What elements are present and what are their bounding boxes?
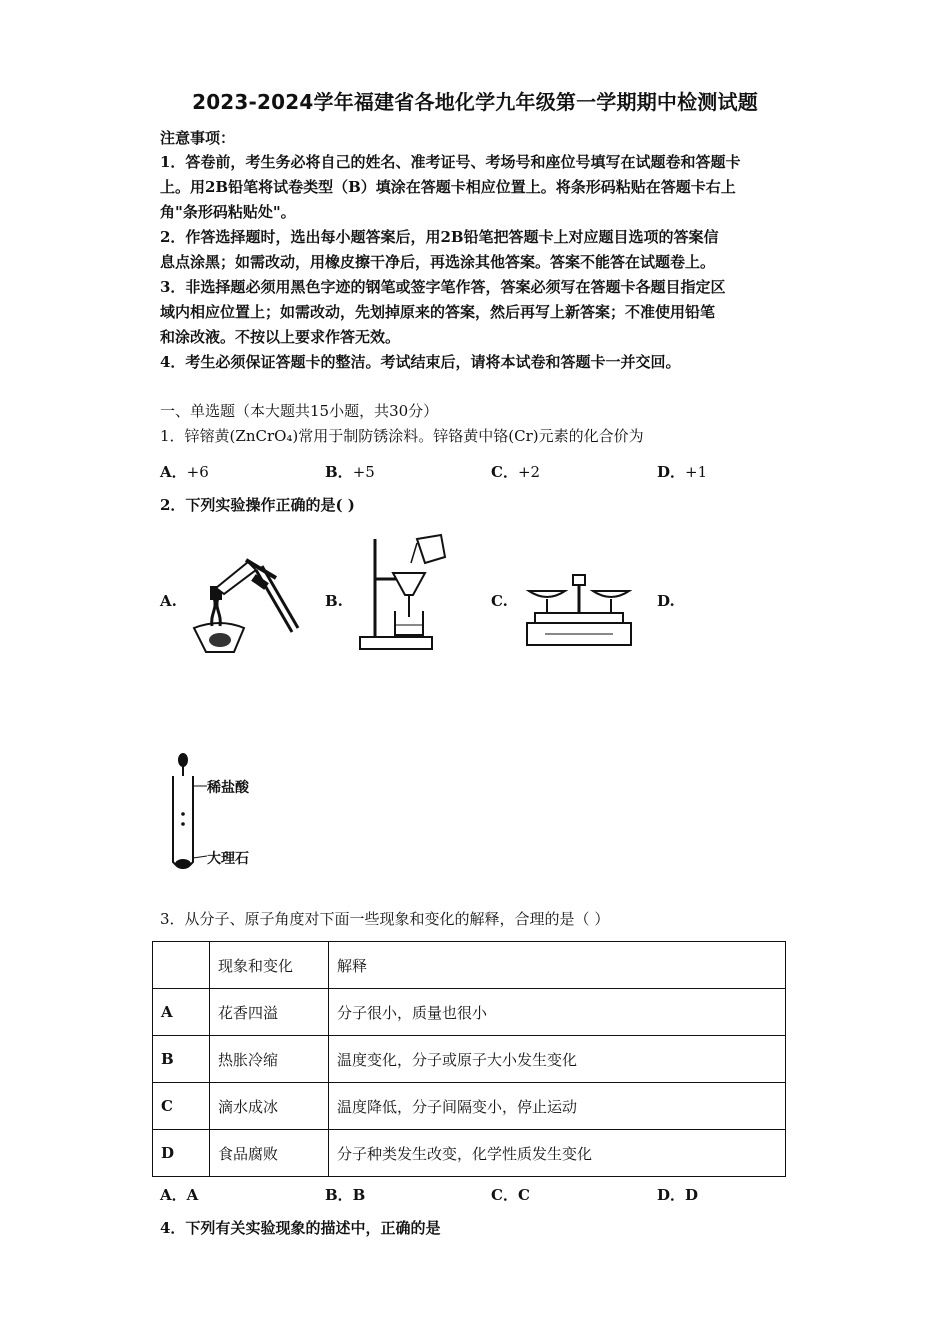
test-tube-figure	[163, 752, 209, 876]
notice-line: 域内相应位置上；如需改动，先划掉原来的答案，然后再写上新答案；不准使用铅笔	[160, 303, 716, 321]
filtration-figure	[355, 533, 455, 653]
q2-label-b: B.	[325, 592, 343, 610]
q1-option-c: C．+2	[491, 463, 541, 481]
notice-line: 息点涂黑；如需改动，用橡皮擦干净后，再选涂其他答案。答案不能答在试题卷上。	[160, 253, 716, 271]
q3-option-a: A．A	[160, 1186, 199, 1204]
q3-option-d: D．D	[657, 1186, 699, 1204]
notice-heading: 注意事项：	[160, 129, 236, 147]
table-cell: A	[153, 989, 210, 1036]
q3-option-b: B．B	[325, 1186, 366, 1204]
notice-line: 上。用2B铅笔将试卷类型（B）填涂在答题卡相应位置上。将条形码粘贴在答题卡右上	[160, 178, 736, 196]
table-cell: 温度降低，分子间隔变小，停止运动	[329, 1083, 786, 1130]
notice-line: 2．作答选择题时，选出每小题答案后，用2B铅笔把答题卡上对应题目选项的答案信	[160, 228, 719, 246]
q3-option-c: C．C	[491, 1186, 530, 1204]
q1-stem: 1．锌镕黄(ZnCrO₄)常用于制防锈涂料。锌铬黄中铬(Cr)元素的化合价为	[160, 427, 644, 445]
q1-option-b: B．+5	[325, 463, 375, 481]
q2-stem: 2．下列实验操作正确的是( )	[160, 496, 355, 514]
table-cell: 花香四溢	[210, 989, 329, 1036]
q2-label-d: D.	[657, 592, 675, 610]
notice-line: 3．非选择题必须用黑色字迹的钢笔或签字笔作答，答案必须写在答题卡各题目指定区	[160, 278, 726, 296]
table-cell: 分子种类发生改变，化学性质发生变化	[329, 1130, 786, 1177]
table-cell: 滴水成冰	[210, 1083, 329, 1130]
q4-stem: 4．下列有关实验现象的描述中，正确的是	[160, 1219, 441, 1237]
table-cell: 解释	[329, 942, 786, 989]
table-cell: 食品腐败	[210, 1130, 329, 1177]
notice-line: 1．答卷前，考生务必将自己的姓名、准考证号、考场号和座位号填写在试题卷和答题卡	[160, 153, 741, 171]
table-row	[153, 1130, 786, 1177]
table-cell: D	[153, 1130, 210, 1177]
table-cell: 温度变化，分子或原子大小发生变化	[329, 1036, 786, 1083]
dilute-hcl-label: 稀盐酸	[207, 780, 249, 796]
table-header-row	[153, 942, 786, 989]
table-row	[153, 1083, 786, 1130]
table-cell: C	[153, 1083, 210, 1130]
section-heading: 一、单选题（本大题共15小题，共30分）	[160, 402, 439, 420]
q1-option-d: D．+1	[657, 463, 708, 481]
marble-label: 大理石	[207, 851, 249, 867]
q2-label-c: C.	[491, 592, 508, 610]
page-title: 2023-2024学年福建省各地化学九年级第一学期期中检测试题	[192, 90, 758, 114]
notice-line: 和涂改液。不按以上要求作答无效。	[160, 328, 401, 346]
q2-label-a: A.	[160, 592, 177, 610]
notice-line: 角"条形码粘贴处"。	[160, 203, 296, 221]
q3-table	[152, 941, 786, 1177]
q3-stem: 3．从分子、原子角度对下面一些现象和变化的解释，合理的是（ ）	[160, 910, 610, 928]
table-cell: 热胀冷缩	[210, 1036, 329, 1083]
table-cell: 分子很小，质量也很小	[329, 989, 786, 1036]
heating-tube-figure	[190, 548, 300, 658]
table-row	[153, 989, 786, 1036]
table-cell: B	[153, 1036, 210, 1083]
table-row	[153, 1036, 786, 1083]
q1-option-a: A．+6	[160, 463, 209, 481]
notice-line: 4．考生必须保证答题卡的整洁。考试结束后，请将本试卷和答题卡一并交回。	[160, 353, 681, 371]
table-cell	[153, 942, 210, 989]
balance-figure	[525, 573, 635, 653]
table-cell: 现象和变化	[210, 942, 329, 989]
